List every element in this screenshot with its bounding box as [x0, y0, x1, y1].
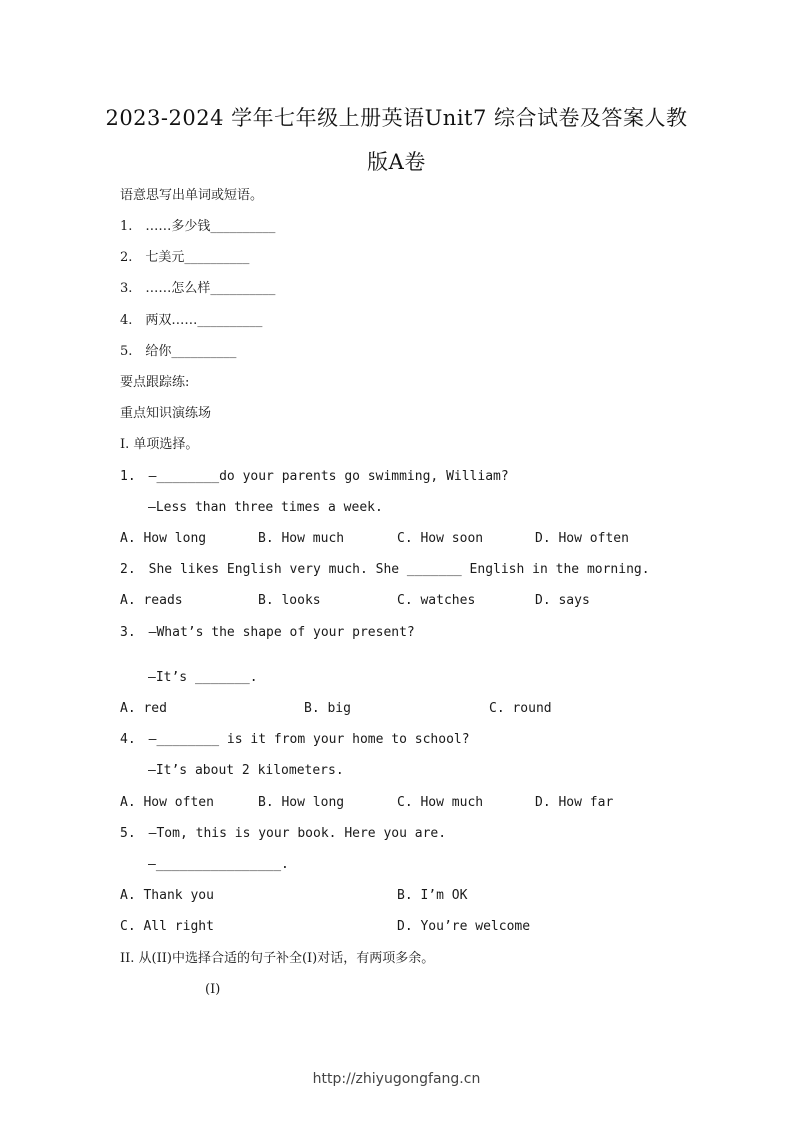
q1-option-d: D. How often	[535, 531, 629, 546]
document-title-line-2: 版A卷	[367, 150, 426, 174]
vocab-item-4: 4. 两双……__________	[120, 313, 263, 328]
part2-sub-label: (I)	[205, 982, 221, 997]
practice-heading: 要点跟踪练:	[120, 375, 190, 390]
q3-option-a: A. red	[120, 701, 167, 716]
part1-heading: I. 单项选择。	[120, 437, 199, 452]
vocab-item-1: 1. ……多少钱__________	[120, 219, 276, 234]
q4-option-c: C. How much	[397, 795, 484, 810]
q4-option-a: A. How often	[120, 795, 214, 810]
part2-heading: II. 从(II)中选择合适的句子补全(I)对话，有两项多余。	[120, 951, 435, 966]
q3-option-b: B. big	[304, 701, 351, 716]
vocab-item-2: 2. 七美元__________	[120, 250, 250, 265]
q1-option-a: A. How long	[120, 531, 207, 546]
vocab-item-5: 5. 给你__________	[120, 344, 237, 359]
vocab-item-3: 3. ……怎么样__________	[120, 281, 276, 296]
q1-option-c: C. How soon	[397, 531, 484, 546]
q4-option-b: B. How long	[258, 795, 345, 810]
q4-stem: 4. —________ is it from your home to school?	[120, 732, 470, 747]
q2-option-a: A. reads	[120, 593, 183, 608]
q2-option-d: D. says	[535, 593, 590, 608]
q5-stem: 5. —Tom, this is your book. Here you are.	[120, 826, 447, 841]
q4-option-d: D. How far	[535, 795, 614, 810]
q2-stem: 2. She likes English very much. She _______ English in the morning.	[120, 562, 650, 577]
footer-url: http://zhiyugongfang.cn	[312, 1071, 481, 1087]
q5-option-d: D. You’re welcome	[397, 919, 531, 934]
q5-option-b: B. I’m OK	[397, 888, 468, 903]
document-title-line-1: 2023-2024 学年七年级上册英语Unit7 综合试卷及答案人教	[105, 106, 688, 130]
q1-stem: 1. —________do your parents go swimming, William?	[120, 469, 509, 484]
q4-response: —It’s about 2 kilometers.	[148, 763, 344, 778]
key-points-heading: 重点知识演练场	[120, 406, 212, 421]
q1-option-b: B. How much	[258, 531, 345, 546]
q3-option-c: C. round	[489, 701, 552, 716]
q3-response: —It’s _______.	[148, 670, 258, 685]
q5-option-c: C. All right	[120, 919, 214, 934]
q1-response: —Less than three times a week.	[148, 500, 383, 515]
q5-response: —________________.	[148, 857, 289, 872]
q2-option-b: B. looks	[258, 593, 321, 608]
q3-stem: 3. —What’s the shape of your present?	[120, 625, 415, 640]
q5-option-a: A. Thank you	[120, 888, 214, 903]
vocab-heading: 语意思写出单词或短语。	[120, 188, 264, 203]
q2-option-c: C. watches	[397, 593, 476, 608]
